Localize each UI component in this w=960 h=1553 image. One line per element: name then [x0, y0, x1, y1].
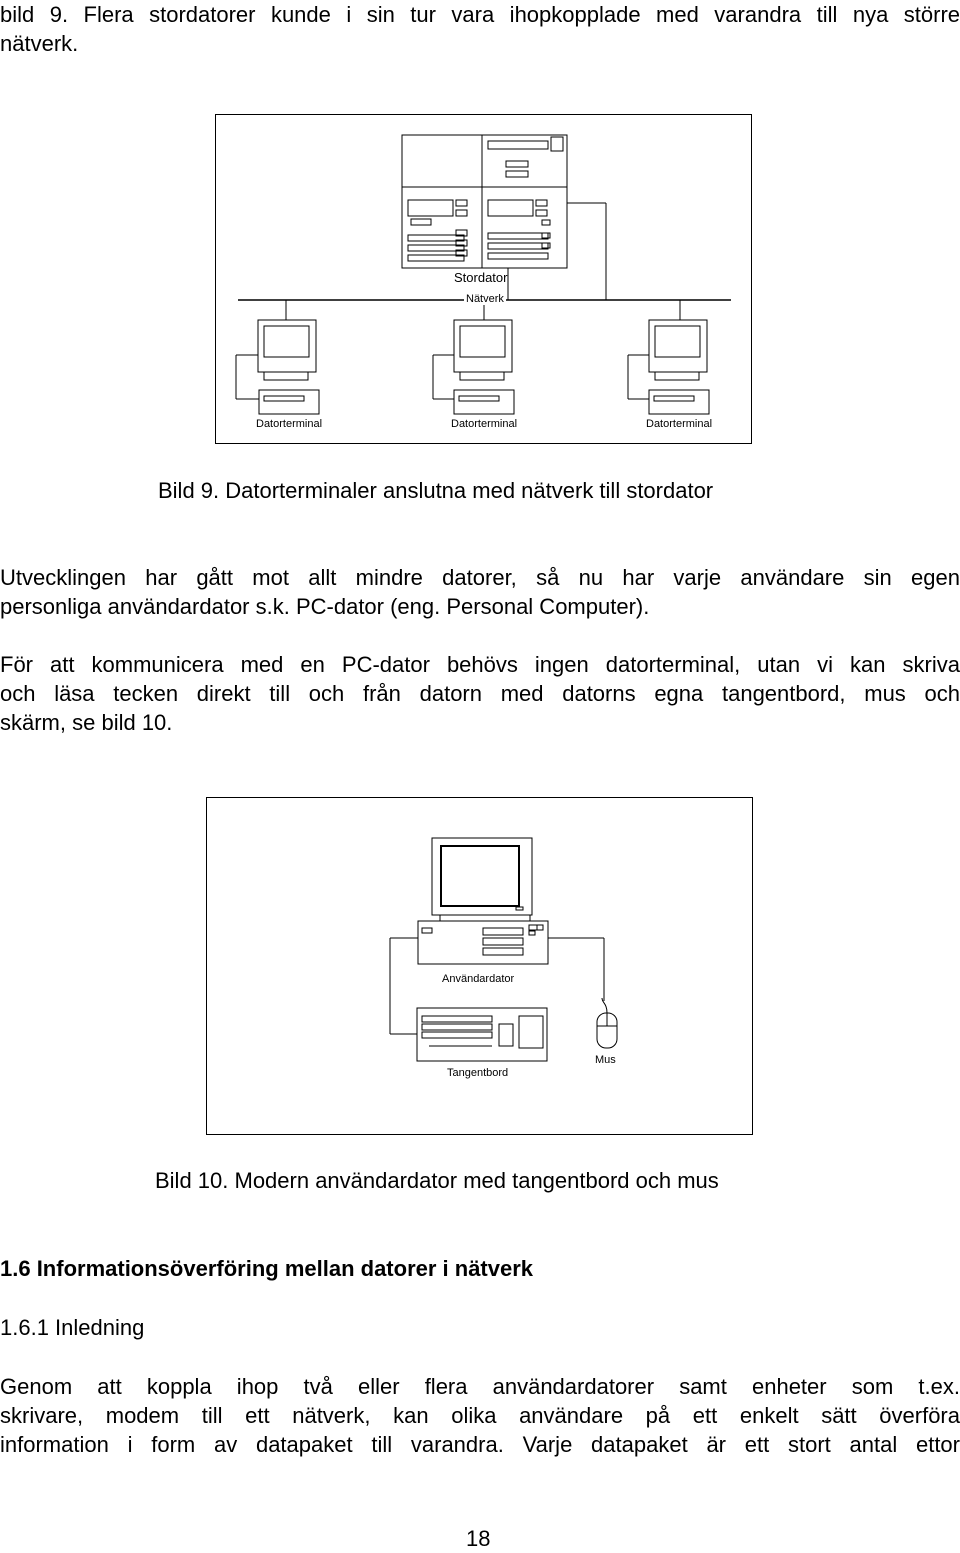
para2-line-3: skärm, se bild 10. — [0, 710, 173, 735]
mainframe-label: Stordator — [454, 270, 508, 285]
terminal-1-icon — [236, 300, 319, 414]
subsection-heading: 1.6.1 Inledning — [0, 1315, 145, 1340]
terminal-label-3: Datorterminal — [646, 418, 713, 430]
para2-line-1: För att kommunicera med en PC-dator behövs ingen datorterminal, utan vi kan skriva — [0, 652, 960, 677]
monitor-icon — [432, 838, 532, 921]
computer-case-icon — [418, 921, 548, 964]
keyboard-icon — [417, 1008, 547, 1061]
figure-9-caption: Bild 9. Datorterminaler anslutna med nätverk till stordator — [158, 478, 714, 503]
section-heading: 1.6 Informationsöverföring mellan datorer i nätverk — [0, 1256, 534, 1281]
keyboard-label: Tangentbord — [447, 1067, 509, 1079]
figure-9-network-diagram — [215, 114, 752, 444]
para3-line-1: Genom att koppla ihop två eller flera användardatorer samt enheter som t.ex. — [0, 1374, 960, 1399]
computer-label: Användardator — [442, 973, 515, 985]
mouse-label: Mus — [595, 1054, 616, 1066]
page-number: 18 — [466, 1526, 491, 1551]
para3-line-3: information i form av datapaket till varandra. Varje datapaket är ett stort antal ettor — [0, 1432, 960, 1457]
para3-line-2: skrivare, modem till ett nätverk, kan olika användare på ett enkelt sätt överföra — [0, 1403, 960, 1428]
terminal-2-icon — [433, 300, 514, 414]
terminal-label-2: Datorterminal — [451, 418, 518, 430]
intro-line-1: bild 9. Flera stordatorer kunde i sin tur vara ihopkopplade med varandra till nya större — [0, 2, 960, 27]
figure-10-pc-diagram — [206, 797, 753, 1135]
para1-line-1: Utvecklingen har gått mot allt mindre datorer, så nu har varje användare sin egen — [0, 565, 960, 590]
intro-line-2: nätverk. — [0, 31, 79, 56]
terminal-3-icon — [628, 300, 709, 414]
mouse-icon — [597, 998, 617, 1048]
network-label: Nätverk — [466, 293, 504, 305]
para2-line-2: och läsa tecken direkt till och från datorn med datorns egna tangentbord, mus och — [0, 681, 960, 706]
mainframe-icon — [402, 135, 567, 268]
para1-line-2: personliga användardator s.k. PC-dator (eng. Personal Computer). — [0, 594, 650, 619]
figure-10-caption: Bild 10. Modern användardator med tangentbord och mus — [155, 1168, 719, 1193]
figure-10-drawing — [207, 798, 752, 1134]
terminal-label-1: Datorterminal — [256, 418, 323, 430]
